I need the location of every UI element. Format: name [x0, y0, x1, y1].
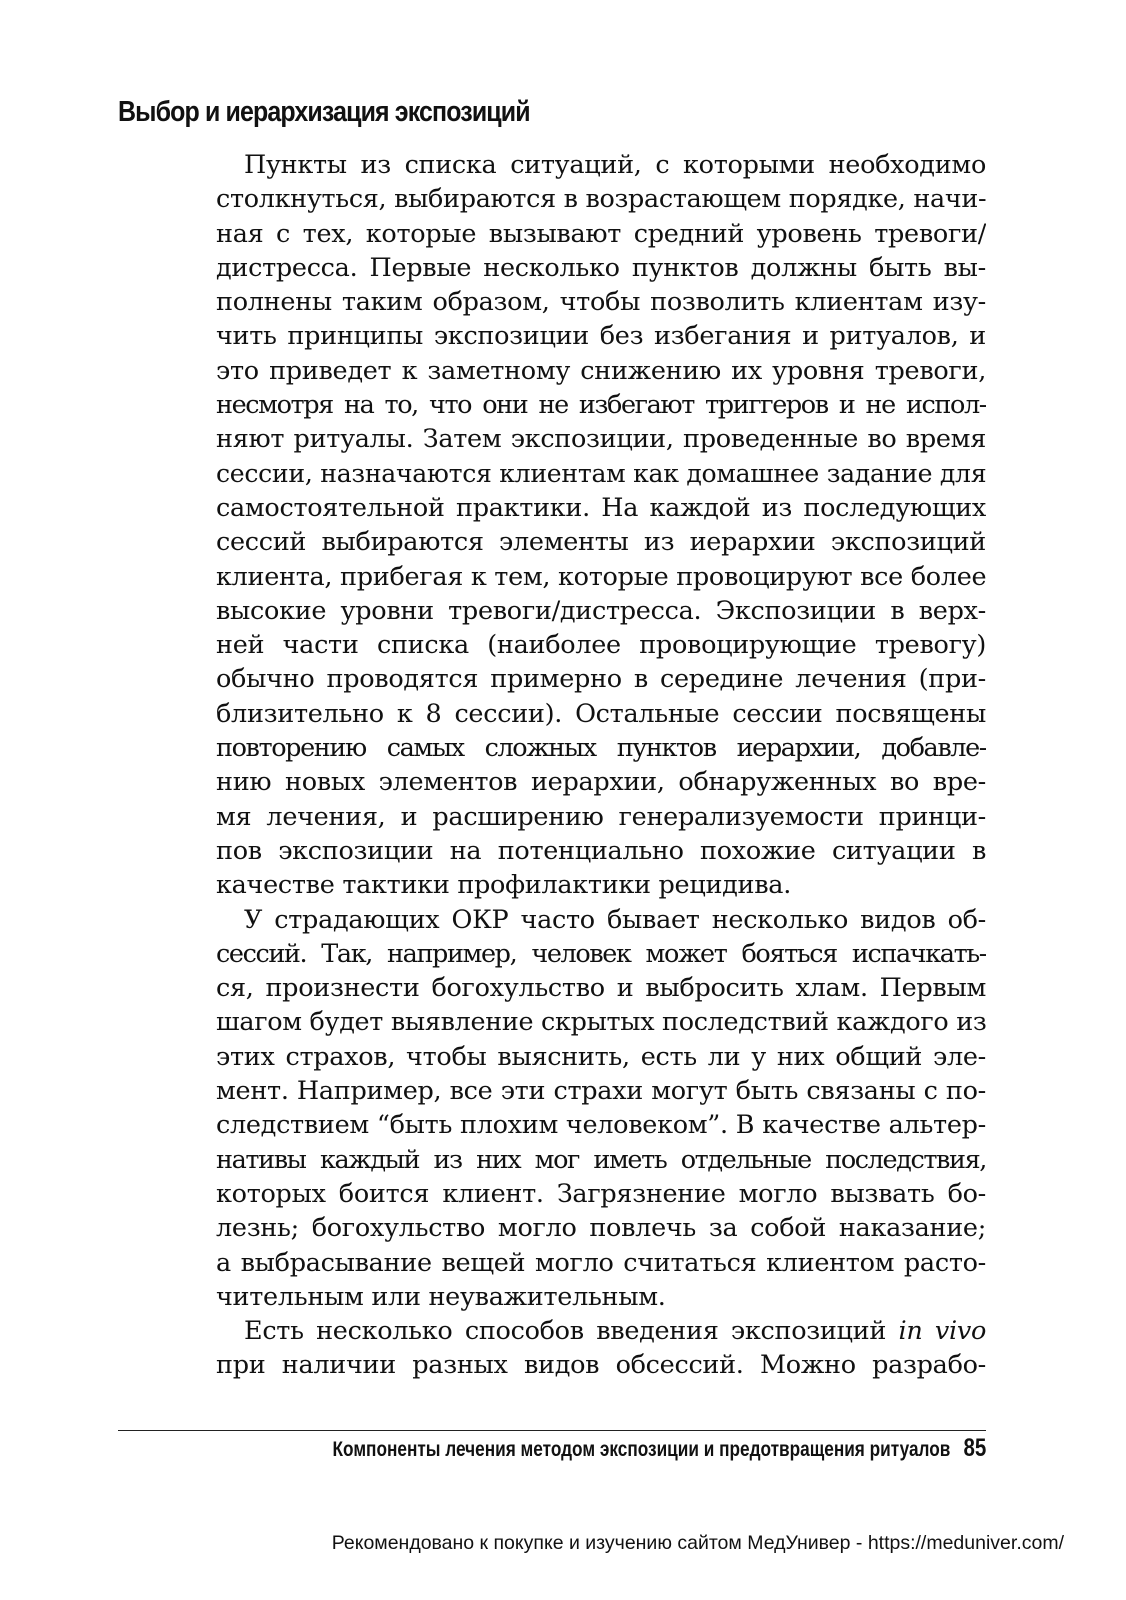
paragraph-2-line: следствием “быть плохим человеком”. В качестве альтер-: [216, 1110, 986, 1141]
footer-divider: [118, 1430, 986, 1431]
paragraph-1-line: сессии, назначаются клиентам как домашнее задание для: [216, 458, 987, 489]
paragraph-1-line: нию новых элементов иерархии, обнаруженных во вре-: [216, 767, 986, 798]
paragraph-2-line: ся, произнести богохульство и выбросить хлам. Первым: [216, 973, 986, 1004]
running-title: Компоненты лечения методом экспозиции и предотвращения ритуалов: [332, 1438, 951, 1461]
paragraph-2-line: У страдающих ОКР часто бывает несколько видов об-: [244, 904, 986, 935]
paragraph-1-line: качестве тактики профилактики рецидива.: [216, 870, 791, 901]
paragraph-2-line: которых боится клиент. Загрязнение могло вызвать бо-: [216, 1178, 986, 1209]
paragraph-1-line: полнены таким образом, чтобы позволить клиентам изу-: [216, 287, 986, 318]
paragraph-1-line: высокие уровни тревоги/дистресса. Экспозиции в верх-: [216, 595, 986, 626]
page-number: 85: [963, 1434, 986, 1462]
paragraph-1-line: Пункты из списка ситуаций, с которыми необходимо: [244, 150, 986, 180]
paragraph-1-line: несмотря на то, что они не избегают триггеров и не испол-: [216, 390, 986, 421]
paragraph-1-line: сессий выбираются элементы из иерархии экспозиций: [216, 527, 986, 558]
paragraph-1-line: чить принципы экспозиции без избегания и ритуалов, и: [216, 321, 986, 352]
page-footer: [332, 1434, 986, 1463]
paragraph-2-line: шагом будет выявление скрытых последствий каждого из: [216, 1007, 987, 1038]
body-text: [216, 148, 986, 1383]
paragraph-3-italic-term: in vivo: [898, 1316, 986, 1347]
paragraph-2: [216, 903, 986, 1315]
paragraph-1-line: близительно к 8 сессии). Остальные сессии посвящены: [216, 698, 986, 729]
paragraph-1-line: самостоятельной практики. На каждой из последующих: [216, 492, 986, 523]
paragraph-1-line: няют ритуалы. Затем экспозиции, проведенные во время: [216, 424, 986, 455]
paragraph-1-line: ная с тех, которые вызывают средний уровень тревоги/: [216, 218, 986, 249]
paragraph-1-line: повторению самых сложных пунктов иерархии, добавле-: [216, 733, 986, 764]
paragraph-2-line: чительным или неуважительным.: [216, 1281, 666, 1312]
paragraph-3-line: [216, 1314, 986, 1348]
paragraph-1-line: пов экспозиции на потенциально похожие ситуации в: [216, 835, 986, 866]
paragraph-3-line: при наличии разных видов обсессий. Можно разрабо-: [216, 1350, 986, 1381]
paragraph-3-line-text: Есть несколько способов введения экспозиций: [244, 1316, 899, 1347]
paragraph-1-line: клиента, прибегая к тем, которые провоцируют все более: [216, 561, 986, 592]
paragraph-2-line: а выбрасывание вещей могло считаться клиентом расто-: [216, 1247, 986, 1278]
paragraph-1-line: мя лечения, и расширению генерализуемости принци-: [216, 801, 986, 832]
paragraph-2-line: нативы каждый из них мог иметь отдельные последствия,: [216, 1144, 986, 1175]
paragraph-3: [216, 1314, 986, 1383]
section-heading: Выбор и иерархизация экспозиций: [118, 96, 530, 128]
paragraph-1-line: ней части списка (наиболее провоцирующие тревогу): [216, 630, 986, 661]
watermark: Рекомендовано к покупке и изучению сайтом МедУнивер - https://meduniver.com/: [331, 1532, 1064, 1554]
paragraph-1-line: дистресса. Первые несколько пунктов должны быть вы-: [216, 252, 986, 283]
paragraph-2-line: сессий. Так, например, человек может бояться испачкать-: [216, 938, 986, 969]
paragraph-2-line: мент. Например, все эти страхи могут быть связаны с по-: [216, 1076, 986, 1107]
paragraph-2-line: этих страхов, чтобы выяснить, есть ли у них общий эле-: [216, 1041, 986, 1072]
paragraph-1-line: столкнуться, выбираются в возрастающем порядке, начи-: [216, 184, 987, 215]
paragraph-1-line: это приведет к заметному снижению их уровня тревоги,: [216, 355, 986, 386]
paragraph-1-line: обычно проводятся примерно в середине лечения (при-: [216, 664, 986, 695]
paragraph-1: [216, 148, 986, 903]
paragraph-2-line: лезнь; богохульство могло повлечь за собой наказание;: [216, 1213, 986, 1244]
